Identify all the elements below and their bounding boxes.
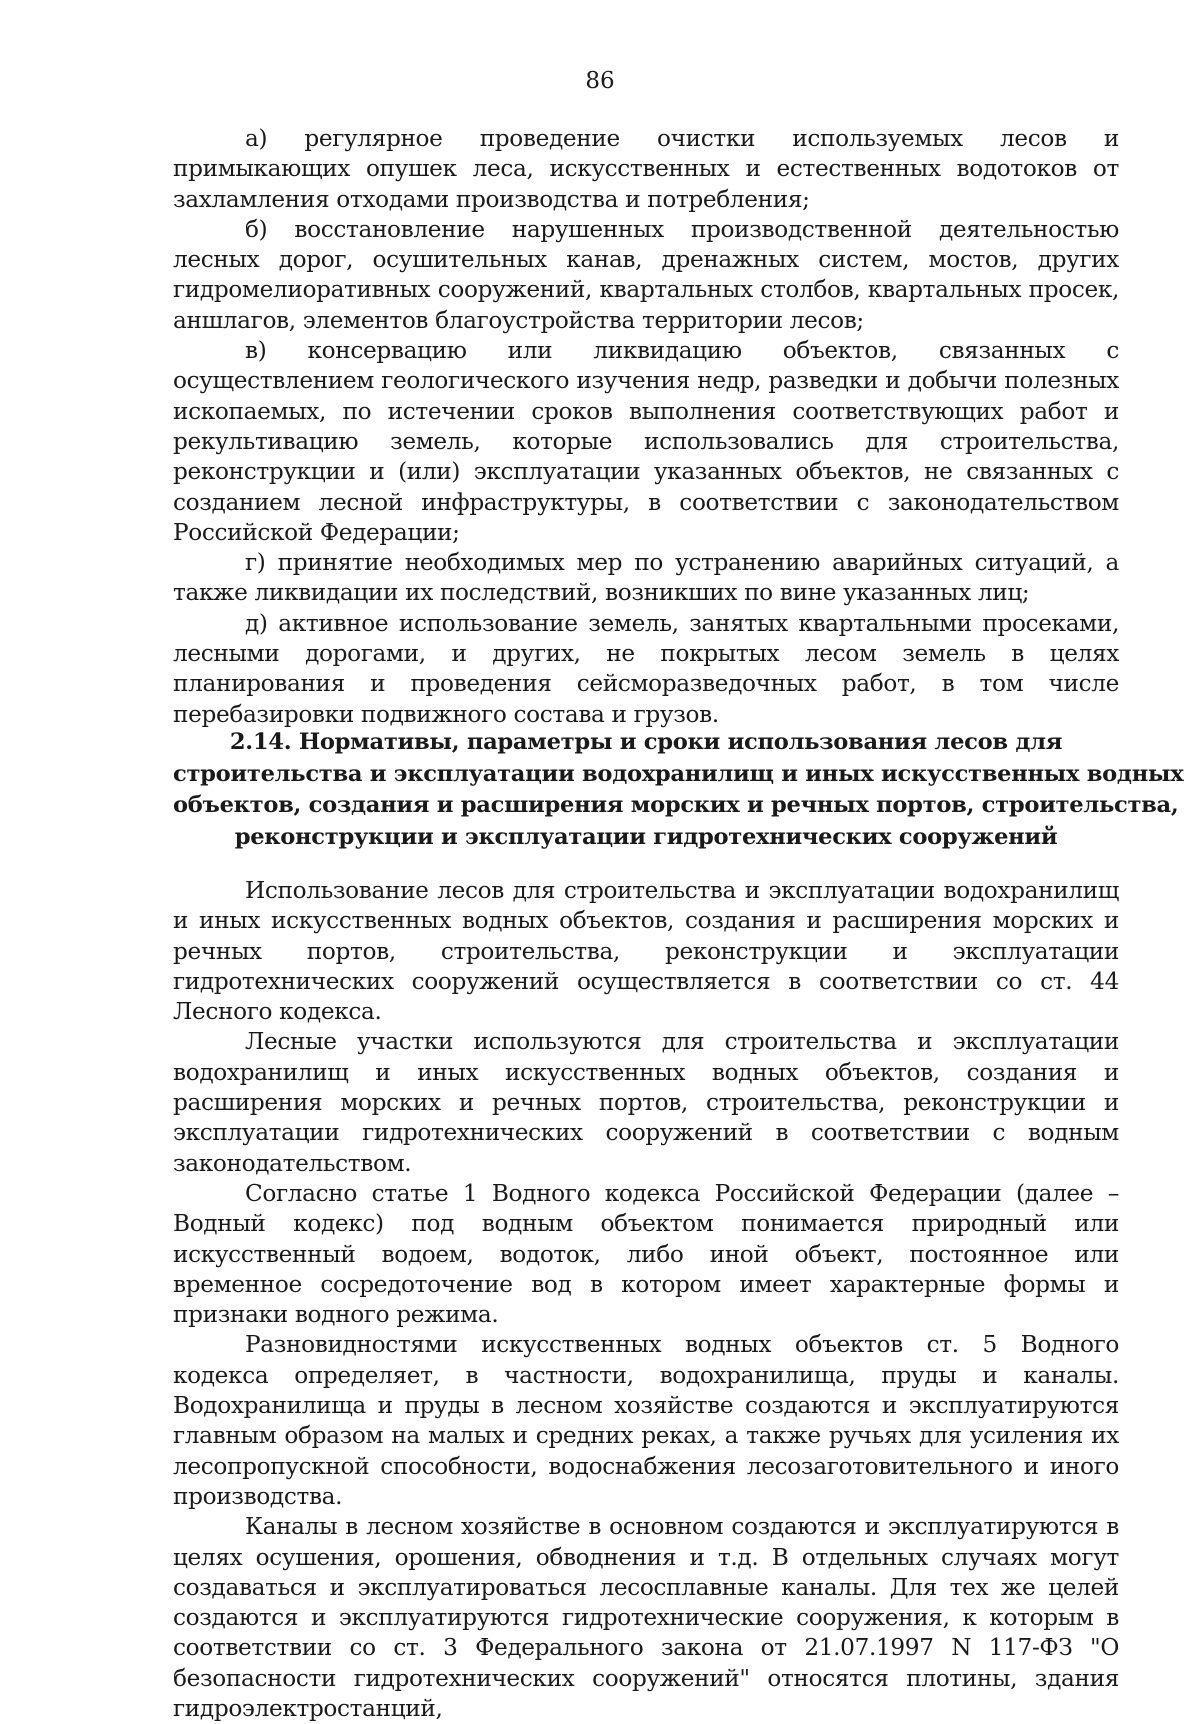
section-paragraph: Использование лесов для строительства и эксплуатации водохранилищ и иных искусственных водных объектов, создания и расширения морских и речных портов, строительства, реконструкции и эксплуатации гидротехнических сооружений осуществляется в соответствии со ст. 44 Лесного кодекса. [173, 877, 1119, 1026]
section-heading [173, 727, 1184, 853]
section-paragraph: Каналы в лесном хозяйстве в основном создаются и эксплуатируются в целях осушения, орошения, обводнения и т.д. В отдельных случаях могут создаваться и эксплуатироваться лесосплавные каналы. Для тех же целей создаются и эксплуатируются гидротехнические сооружения, к которым в соответствии со ст. 3 Федерального закона от 21.07.1997 N 117-ФЗ "О безопасности гидротехнических сооружений" относятся плотины, здания гидроэлектростанций, [173, 1513, 1119, 1723]
section-heading-line: 2.14. Нормативы, параметры и сроки использования лесов для [229, 729, 1063, 755]
section-heading-line: строительства и эксплуатации водохранилищ и иных искусственных водных [173, 760, 1184, 787]
section-body [173, 876, 1119, 1724]
section-heading-line: реконструкции и эксплуатации гидротехнических сооружений [234, 823, 1058, 850]
section-paragraph: Лесные участки используются для строительства и эксплуатации водохранилищ и иных искусственных водных объектов, создания и расширения морских и речных портов, строительства, реконструкции и эксплуатации гидротехнических сооружений в соответствии с водным законодательством. [173, 1028, 1119, 1177]
section-heading-line: объектов, создания и расширения морских и речных портов, строительства, [173, 792, 1179, 818]
list-item-a: а) регулярное проведение очистки используемых лесов и примыкающих опушек леса, искусственных и естественных водотоков от захламления отходами производства и потребления; [173, 125, 1119, 213]
section-paragraph: Согласно статье 1 Водного кодекса Российской Федерации (далее – Водный кодекс) под водным объектом понимается природный или искусственный водоем, водоток, либо иной объект, постоянное или временное сосредоточение вод в котором имеет характерные формы и признаки водного режима. [173, 1179, 1119, 1329]
list-item-v: в) консервацию или ликвидацию объектов, связанных с осуществлением геологического изучения недр, разведки и добычи полезных ископаемых, по истечении сроков выполнения соответствующих работ и рекультивацию земель, которые использовались для строительства, реконструкции и (или) эксплуатации указанных объектов, не связанных с созданием лесной инфраструктуры, в соответствии с законодательством Российской Федерации; [173, 337, 1119, 546]
list-item-g: г) принятие необходимых мер по устранению аварийных ситуаций, а также ликвидации их последствий, возникших по вине указанных лиц; [173, 549, 1119, 607]
section-paragraph: Разновидностями искусственных водных объектов ст. 5 Водного кодекса определяет, в частности, водохранилища, пруды и каналы. Водохранилища и пруды в лесном хозяйстве создаются и эксплуатируются главным образом на малых и средних реках, а также ручьях для усиления их лесопропускной способности, водоснабжения лесозаготовительного и иного производства. [173, 1331, 1119, 1510]
list-item-b: б) восстановление нарушенных производственной деятельностью лесных дорог, осушительных канав, дренажных систем, мостов, других гидромелиоративных сооружений, квартальных столбов, квартальных просек, аншлагов, элементов благоустройства территории лесов; [173, 215, 1119, 334]
obligations-list [173, 124, 1119, 730]
page-number: 86 [585, 68, 615, 94]
list-item-d: д) активное использование земель, занятых квартальными просеками, лесными дорогами, и других, не покрытых лесом земель в целях планирования и проведения сейсморазведочных работ, в том числе перебазировки подвижного состава и грузов. [173, 609, 1119, 728]
